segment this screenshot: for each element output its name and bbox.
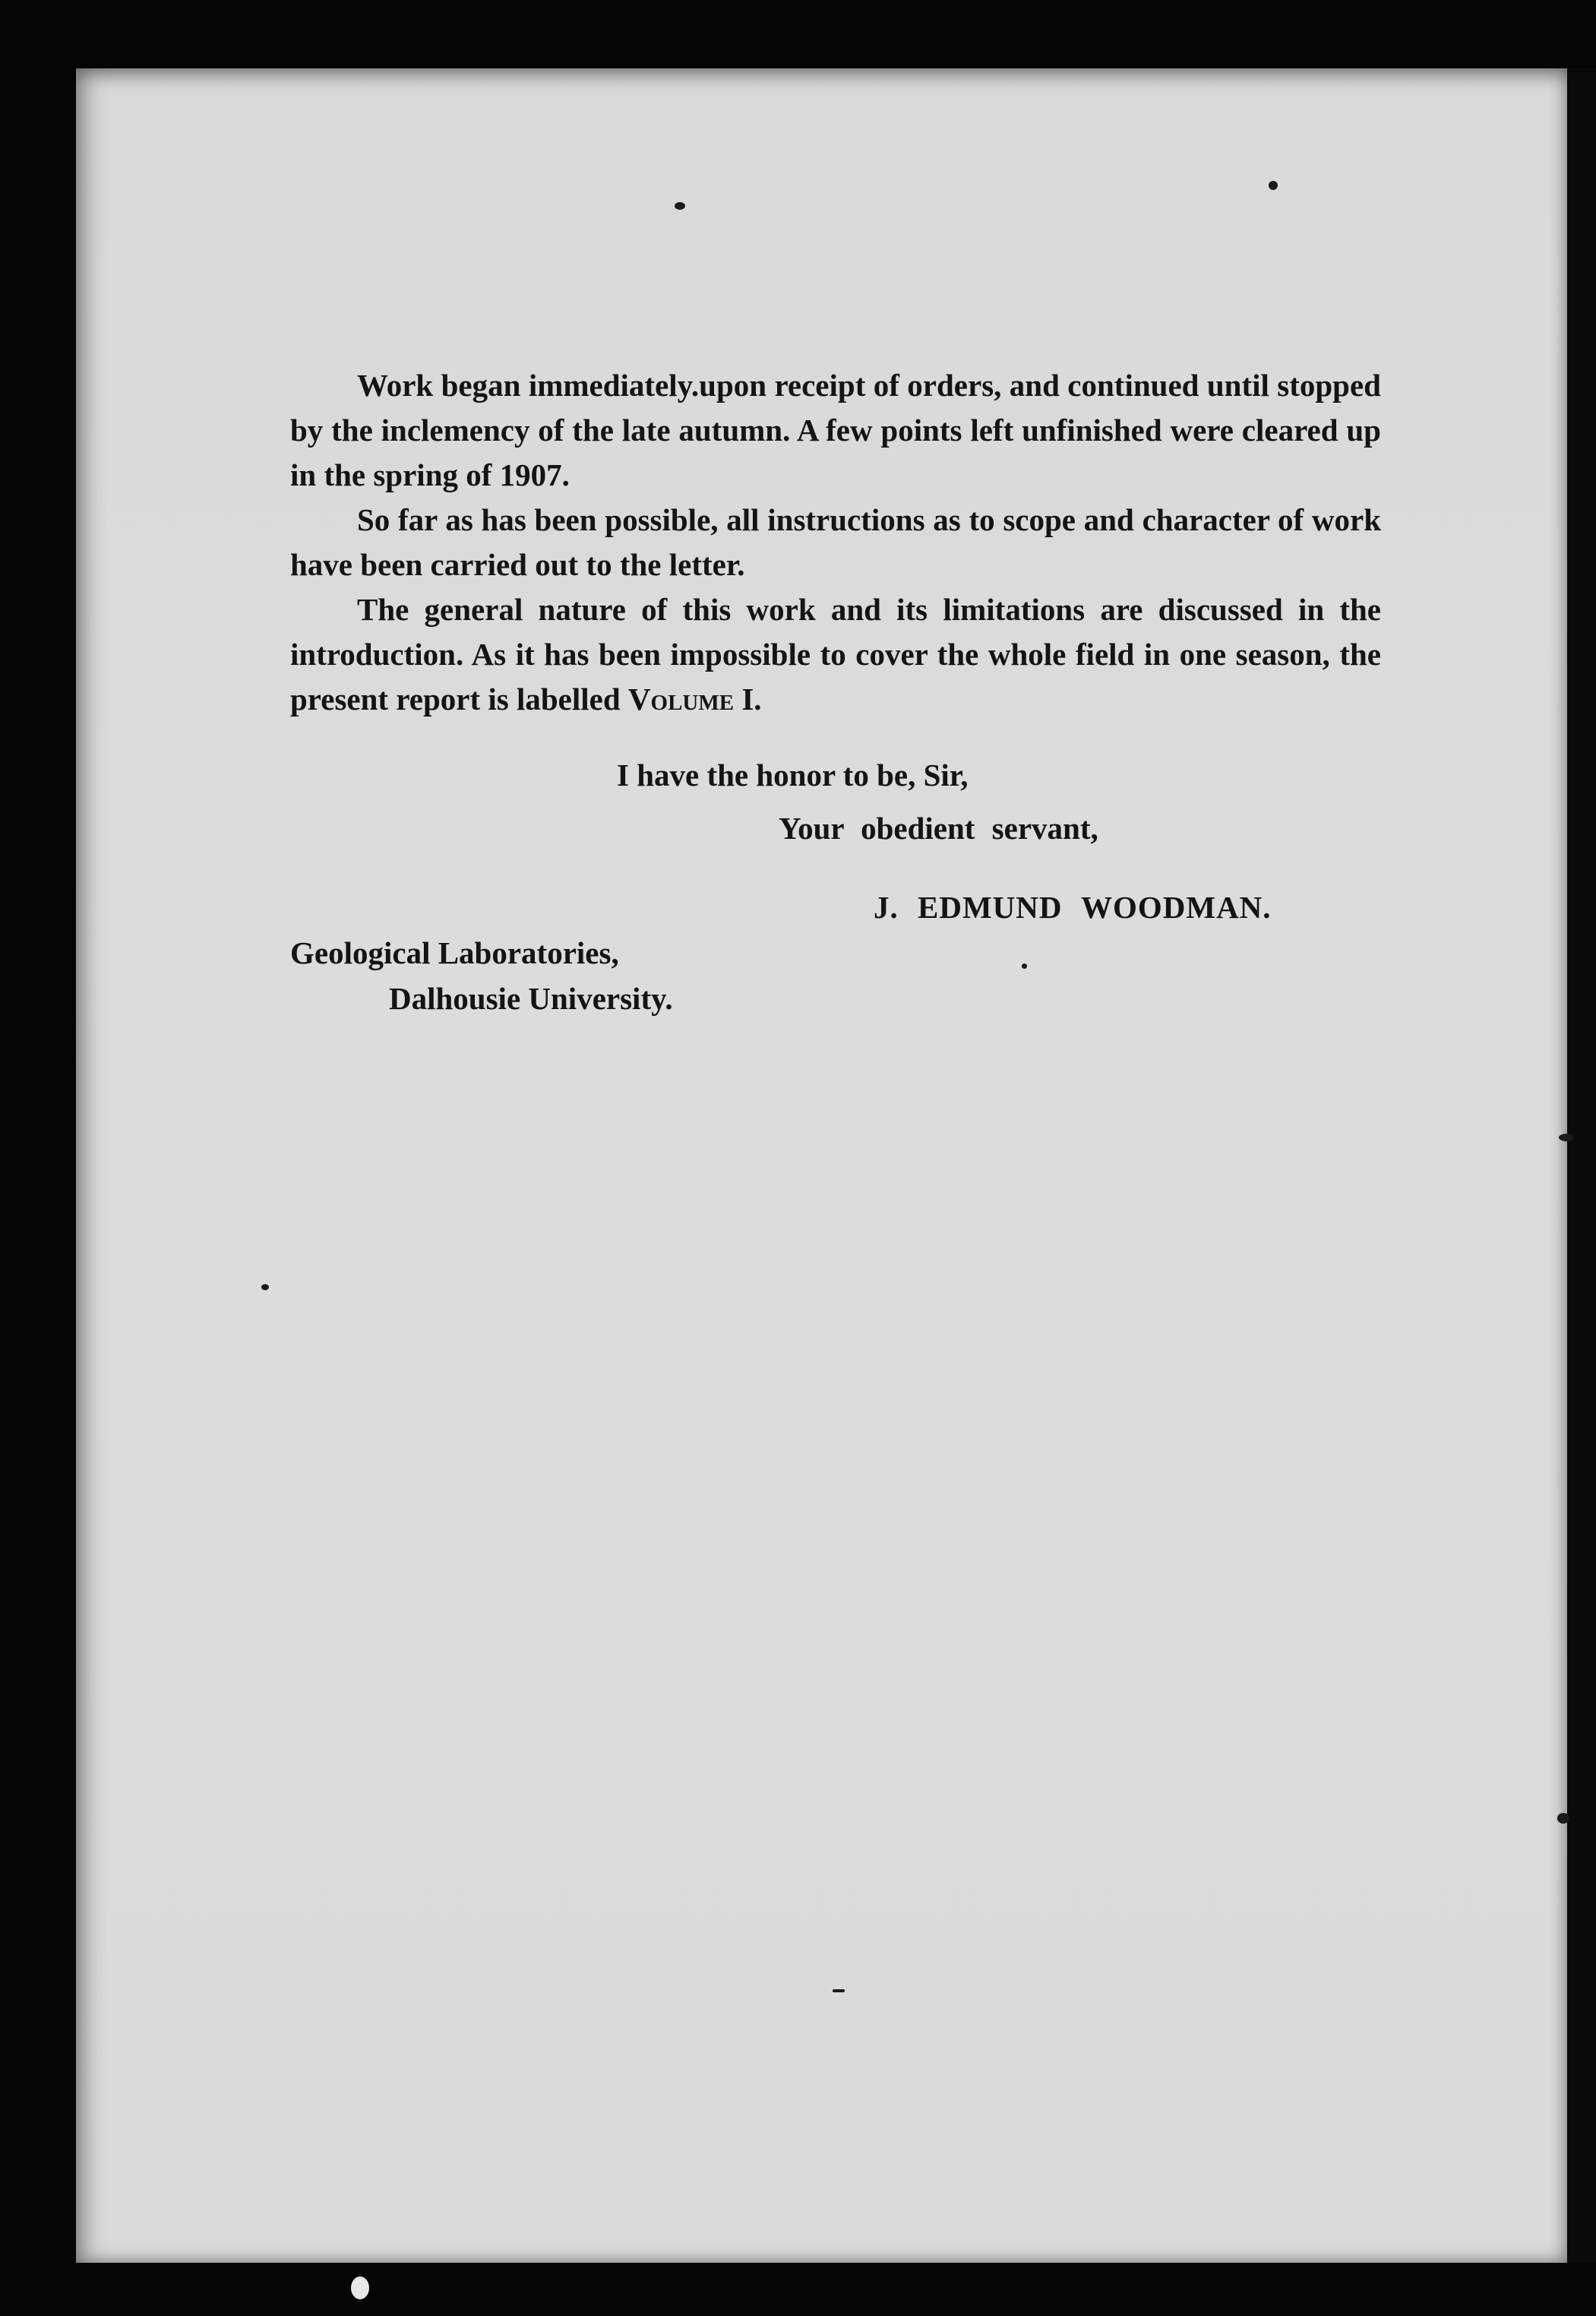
page-edge-shadow	[1567, 68, 1596, 2263]
paragraph-2: So far as has been possible, all instructions as to scope and character of work have been carried out to the letter.	[290, 502, 1381, 582]
scan-speck	[351, 2276, 369, 2299]
scan-speck	[1269, 181, 1278, 190]
address-line-2: Dalhousie University.	[389, 981, 673, 1016]
scan-speck	[675, 202, 685, 210]
paragraph-3	[290, 587, 1381, 722]
scan-speck	[833, 1989, 845, 1992]
address-line-1: Geological Laboratories,	[290, 935, 619, 970]
scan-speck	[261, 1284, 269, 1290]
paragraph-1: Work began immediately.upon receipt of orders, and continued until stopped by the inclemency of the late autumn. A few points left unfinished were cleared up in the spring of 1907.	[290, 368, 1381, 492]
closing-line-1: I have the honor to be, Sir,	[617, 758, 969, 793]
signature: J. EDMUND WOODMAN.	[874, 890, 1272, 925]
letter-body	[290, 363, 1381, 722]
closing-line-2: Your obedient servant,	[779, 811, 1098, 846]
paragraph-3-text: The general nature of this work and its limitations are discussed in the introduction. As it has been impossible to cover the whole field in one season, the present report is labelled	[290, 592, 1381, 717]
scan-speck	[1022, 963, 1027, 969]
scan-speck	[1559, 1134, 1574, 1141]
volume-smallcaps: Volume	[627, 682, 735, 717]
scan-speck	[1557, 1813, 1569, 1824]
volume-number: I.	[734, 682, 762, 717]
